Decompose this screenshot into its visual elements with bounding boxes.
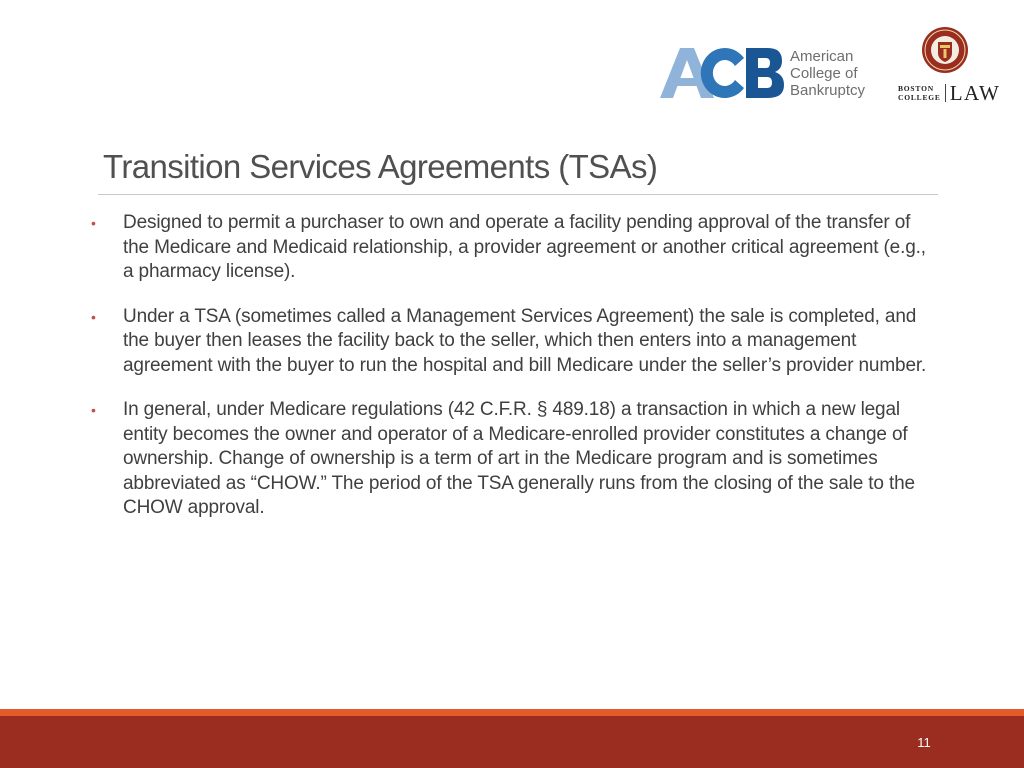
acb-line-3: Bankruptcy (790, 81, 866, 99)
bc-line-2: COLLEGE (898, 93, 941, 102)
footer-accent-stripe (0, 709, 1024, 716)
bc-wordmark (898, 82, 1000, 104)
bullet-marker: • (91, 215, 96, 231)
bc-seal-icon (921, 26, 969, 74)
acb-logo (660, 44, 865, 102)
page-number: 11 (917, 735, 931, 750)
boston-college-law-logo (896, 26, 1001, 105)
acb-line-1: American (790, 47, 854, 65)
bullet-text: Designed to permit a purchaser to own and operate a facility pending approval of the transfer of the Medicare and Medicaid relationship, a provider agreement or another critical agreement (e.g., a pharmacy license). (123, 212, 926, 282)
bullet-item (88, 211, 938, 285)
slide-title: Transition Services Agreements (TSAs) (103, 148, 658, 185)
bc-law-text: LAW (949, 81, 1001, 105)
bullet-list (88, 211, 938, 541)
bullet-marker: • (91, 308, 96, 325)
title-divider (98, 194, 938, 195)
bullet-item (88, 398, 938, 521)
bc-wordmark-small (898, 84, 946, 102)
bullet-text: Under a TSA (sometimes called a Management Services Agreement) the sale is completed, and the buyer then leases the facility back to the seller, which then enters into a management agreement with the buyer to run the hospital and bill Medicare under the seller’s provider number. (123, 305, 927, 376)
bc-line-1: BOSTON (898, 84, 934, 93)
acb-logo-text (790, 48, 865, 99)
footer-bar (0, 716, 1024, 768)
acb-logo-mark (660, 44, 786, 102)
bullet-text: In general, under Medicare regulations (42 C.F.R. § 489.18) a transaction in which a new legal entity becomes the owner and operator of a Medicare-enrolled provider constitutes a change of ownership. Change of ownership is a term of art in the Medicare program and is sometimes abbreviated as “CHOW.” The period of the TSA generally runs from the closing of the sale to the CHOW approval. (123, 399, 915, 518)
bullet-marker: • (91, 402, 96, 418)
acb-line-2: College of (790, 64, 858, 82)
bullet-item (88, 305, 938, 379)
